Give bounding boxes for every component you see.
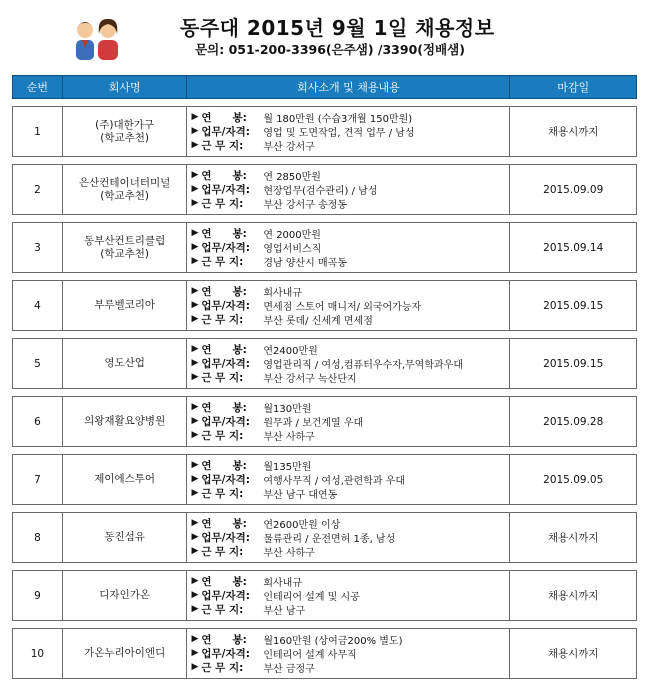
- job-info: [187, 165, 510, 214]
- job-info: [187, 571, 510, 620]
- row-number: 2: [13, 165, 63, 214]
- location-value: 경남 양산시 매곡동: [263, 257, 347, 269]
- location-label: 근 무 지:: [201, 429, 244, 442]
- deadline: 2015.09.09: [543, 183, 604, 196]
- deadline: 2015.09.14: [543, 241, 604, 254]
- row-number: 6: [13, 397, 63, 446]
- arrow-right-icon: ▶: [191, 198, 199, 208]
- job-value: 현장업무(검수관리) / 남성: [263, 185, 378, 197]
- location-label: 근 무 지:: [201, 487, 244, 500]
- location-value: 부산 사하구: [263, 431, 315, 443]
- job-value: 인테리어 설계 사무직: [263, 649, 357, 661]
- job-label: 업무/자격:: [201, 647, 250, 660]
- company-cell: [63, 107, 188, 156]
- arrow-right-icon: ▶: [191, 662, 199, 672]
- arrow-right-icon: ▶: [191, 648, 199, 658]
- table-row: [12, 280, 637, 331]
- job-value: 인테리어 설계 및 시공: [263, 591, 360, 603]
- location-label: 근 무 지:: [201, 661, 244, 674]
- arrow-right-icon: ▶: [191, 532, 199, 542]
- salary-label: 연 봉:: [201, 169, 247, 182]
- row-number: 7: [13, 455, 63, 504]
- location-label: 근 무 지:: [201, 197, 244, 210]
- table-row: [12, 338, 637, 389]
- salary-label: 연 봉:: [201, 111, 247, 124]
- deadline: 채용시까지: [547, 126, 599, 138]
- location-value: 부산 남구: [263, 605, 306, 617]
- company-cell: [63, 165, 188, 214]
- company-cell: [63, 571, 188, 620]
- row-number: 4: [13, 281, 63, 330]
- salary-value: 회사내규: [263, 577, 302, 589]
- job-info: [187, 107, 510, 156]
- job-label: 업무/자격:: [201, 183, 250, 196]
- row-number: 5: [13, 339, 63, 388]
- salary-value: 월130만원: [263, 403, 312, 415]
- salary-value: 연2400만원: [263, 345, 318, 357]
- company-note: (학교추천): [100, 247, 150, 260]
- table-row: [12, 396, 637, 447]
- header-company: 회사명: [63, 76, 188, 98]
- company-name: 부루벨코리아: [94, 299, 156, 311]
- job-label: 업무/자격:: [201, 531, 250, 544]
- arrow-right-icon: ▶: [191, 604, 199, 614]
- header-no: 순번: [13, 76, 63, 98]
- arrow-right-icon: ▶: [191, 576, 199, 586]
- company-cell: [63, 629, 188, 678]
- company-name: (주)대한가구: [95, 118, 155, 131]
- arrow-right-icon: ▶: [191, 460, 199, 470]
- company-cell: [63, 397, 188, 446]
- table-row: [12, 164, 637, 215]
- header-info: 회사소개 및 채용내용: [187, 76, 510, 98]
- company-cell: [63, 339, 188, 388]
- job-label: 업무/자격:: [201, 125, 250, 138]
- table-body: [12, 99, 637, 679]
- page-title: 동주대 2015년 9월 1일 채용정보: [180, 16, 495, 40]
- company-name: 동부산컨트리클럽: [84, 234, 166, 247]
- table-header: [12, 75, 637, 99]
- row-number: 3: [13, 223, 63, 272]
- deadline: 2015.09.05: [543, 473, 604, 486]
- job-label: 업무/자격:: [201, 357, 250, 370]
- arrow-right-icon: ▶: [191, 358, 199, 368]
- arrow-right-icon: ▶: [191, 286, 199, 296]
- row-number: 1: [13, 107, 63, 156]
- company-cell: [63, 281, 188, 330]
- salary-value: 연 2000만원: [263, 229, 321, 241]
- job-info: [187, 455, 510, 504]
- page-header: [0, 0, 650, 70]
- company-name: 디자인가온: [99, 589, 150, 601]
- job-value: 면세점 스토어 매니저/ 외국어가능자: [263, 301, 422, 313]
- salary-label: 연 봉:: [201, 401, 247, 414]
- arrow-right-icon: ▶: [191, 546, 199, 556]
- arrow-right-icon: ▶: [191, 126, 199, 136]
- job-value: 영업관리직 / 여성,컴퓨터우수자,무역학과우대: [263, 359, 463, 371]
- arrow-right-icon: ▶: [191, 402, 199, 412]
- company-name: 은산컨테이너터미널: [78, 176, 171, 189]
- deadline: 2015.09.15: [543, 299, 604, 312]
- table-row: [12, 570, 637, 621]
- salary-label: 연 봉:: [201, 517, 247, 530]
- arrow-right-icon: ▶: [191, 300, 199, 310]
- salary-value: 회사내규: [263, 287, 302, 299]
- salary-label: 연 봉:: [201, 633, 247, 646]
- arrow-right-icon: ▶: [191, 228, 199, 238]
- salary-label: 연 봉:: [201, 575, 247, 588]
- location-value: 부산 사하구: [263, 547, 315, 559]
- arrow-right-icon: ▶: [191, 140, 199, 150]
- location-value: 부산 남구 대연동: [263, 489, 338, 501]
- company-cell: [63, 455, 188, 504]
- location-label: 근 무 지:: [201, 545, 244, 558]
- arrow-right-icon: ▶: [191, 170, 199, 180]
- deadline: 2015.09.28: [543, 415, 604, 428]
- arrow-right-icon: ▶: [191, 518, 199, 528]
- salary-label: 연 봉:: [201, 227, 247, 240]
- arrow-right-icon: ▶: [191, 112, 199, 122]
- job-label: 업무/자격:: [201, 241, 250, 254]
- table-row: [12, 454, 637, 505]
- deadline: 채용시까지: [547, 590, 599, 602]
- job-info: [187, 397, 510, 446]
- job-label: 업무/자격:: [201, 415, 250, 428]
- arrow-right-icon: ▶: [191, 242, 199, 252]
- row-number: 10: [13, 629, 63, 678]
- company-name: 제이에스투어: [94, 473, 156, 485]
- arrow-right-icon: ▶: [191, 488, 199, 498]
- arrow-right-icon: ▶: [191, 634, 199, 644]
- company-cell: [63, 223, 188, 272]
- job-table: [12, 75, 637, 679]
- company-note: (학교추천): [100, 189, 150, 202]
- location-value: 부산 강서구 송정동: [263, 199, 347, 211]
- arrow-right-icon: ▶: [191, 372, 199, 382]
- salary-value: 연2600만원 이상: [263, 519, 341, 531]
- job-value: 영업서비스직: [263, 243, 322, 255]
- job-info: [187, 281, 510, 330]
- table-row: [12, 512, 637, 563]
- deadline: 채용시까지: [547, 648, 599, 660]
- arrow-right-icon: ▶: [191, 344, 199, 354]
- arrow-right-icon: ▶: [191, 256, 199, 266]
- arrow-right-icon: ▶: [191, 184, 199, 194]
- job-value: 영업 및 도면작업, 견적 업무 / 남성: [263, 127, 415, 139]
- header-deadline: 마감일: [557, 81, 590, 94]
- table-row: [12, 222, 637, 273]
- location-value: 부산 금정구: [263, 663, 315, 675]
- job-value: 원무과 / 보건계열 우대: [263, 417, 364, 429]
- arrow-right-icon: ▶: [191, 430, 199, 440]
- salary-label: 연 봉:: [201, 285, 247, 298]
- location-value: 부산 강서구: [263, 141, 315, 153]
- salary-value: 연 2850만원: [263, 171, 321, 183]
- table-row: [12, 106, 637, 157]
- table-row: [12, 628, 637, 679]
- arrow-right-icon: ▶: [191, 314, 199, 324]
- location-value: 부산 롯데/ 신세계 면세점: [263, 315, 373, 327]
- job-label: 업무/자격:: [201, 299, 250, 312]
- people-icon: [72, 10, 122, 62]
- job-info: [187, 223, 510, 272]
- location-label: 근 무 지:: [201, 371, 244, 384]
- deadline: 채용시까지: [547, 532, 599, 544]
- company-name: 가온누리아이엔디: [84, 647, 166, 659]
- job-info: [187, 513, 510, 562]
- location-value: 부산 강서구 녹산단지: [263, 373, 357, 385]
- salary-value: 월135만원: [263, 461, 312, 473]
- arrow-right-icon: ▶: [191, 416, 199, 426]
- row-number: 9: [13, 571, 63, 620]
- arrow-right-icon: ▶: [191, 474, 199, 484]
- salary-value: 월 180만원 (수습3개월 150만원): [263, 113, 413, 125]
- deadline: 2015.09.15: [543, 357, 604, 370]
- arrow-right-icon: ▶: [191, 590, 199, 600]
- company-name: 의왕재활요양병원: [84, 415, 166, 427]
- job-value: 여행사무직 / 여성,관련학과 우대: [263, 475, 406, 487]
- location-label: 근 무 지:: [201, 603, 244, 616]
- company-note: (학교추천): [100, 131, 150, 144]
- job-info: [187, 339, 510, 388]
- job-info: [187, 629, 510, 678]
- row-number: 8: [13, 513, 63, 562]
- contact-info: 문의: 051-200-3396(은주샘) /3390(정배샘): [195, 42, 465, 57]
- location-label: 근 무 지:: [201, 139, 244, 152]
- job-label: 업무/자격:: [201, 473, 250, 486]
- location-label: 근 무 지:: [201, 313, 244, 326]
- job-label: 업무/자격:: [201, 589, 250, 602]
- salary-label: 연 봉:: [201, 459, 247, 472]
- salary-value: 월160만원 (상여금200% 별도): [263, 635, 403, 647]
- job-value: 물류관리 / 운전면허 1종, 남성: [263, 533, 396, 545]
- salary-label: 연 봉:: [201, 343, 247, 356]
- company-cell: [63, 513, 188, 562]
- location-label: 근 무 지:: [201, 255, 244, 268]
- company-name: 동진섬유: [104, 531, 145, 543]
- company-name: 영도산업: [104, 357, 145, 369]
